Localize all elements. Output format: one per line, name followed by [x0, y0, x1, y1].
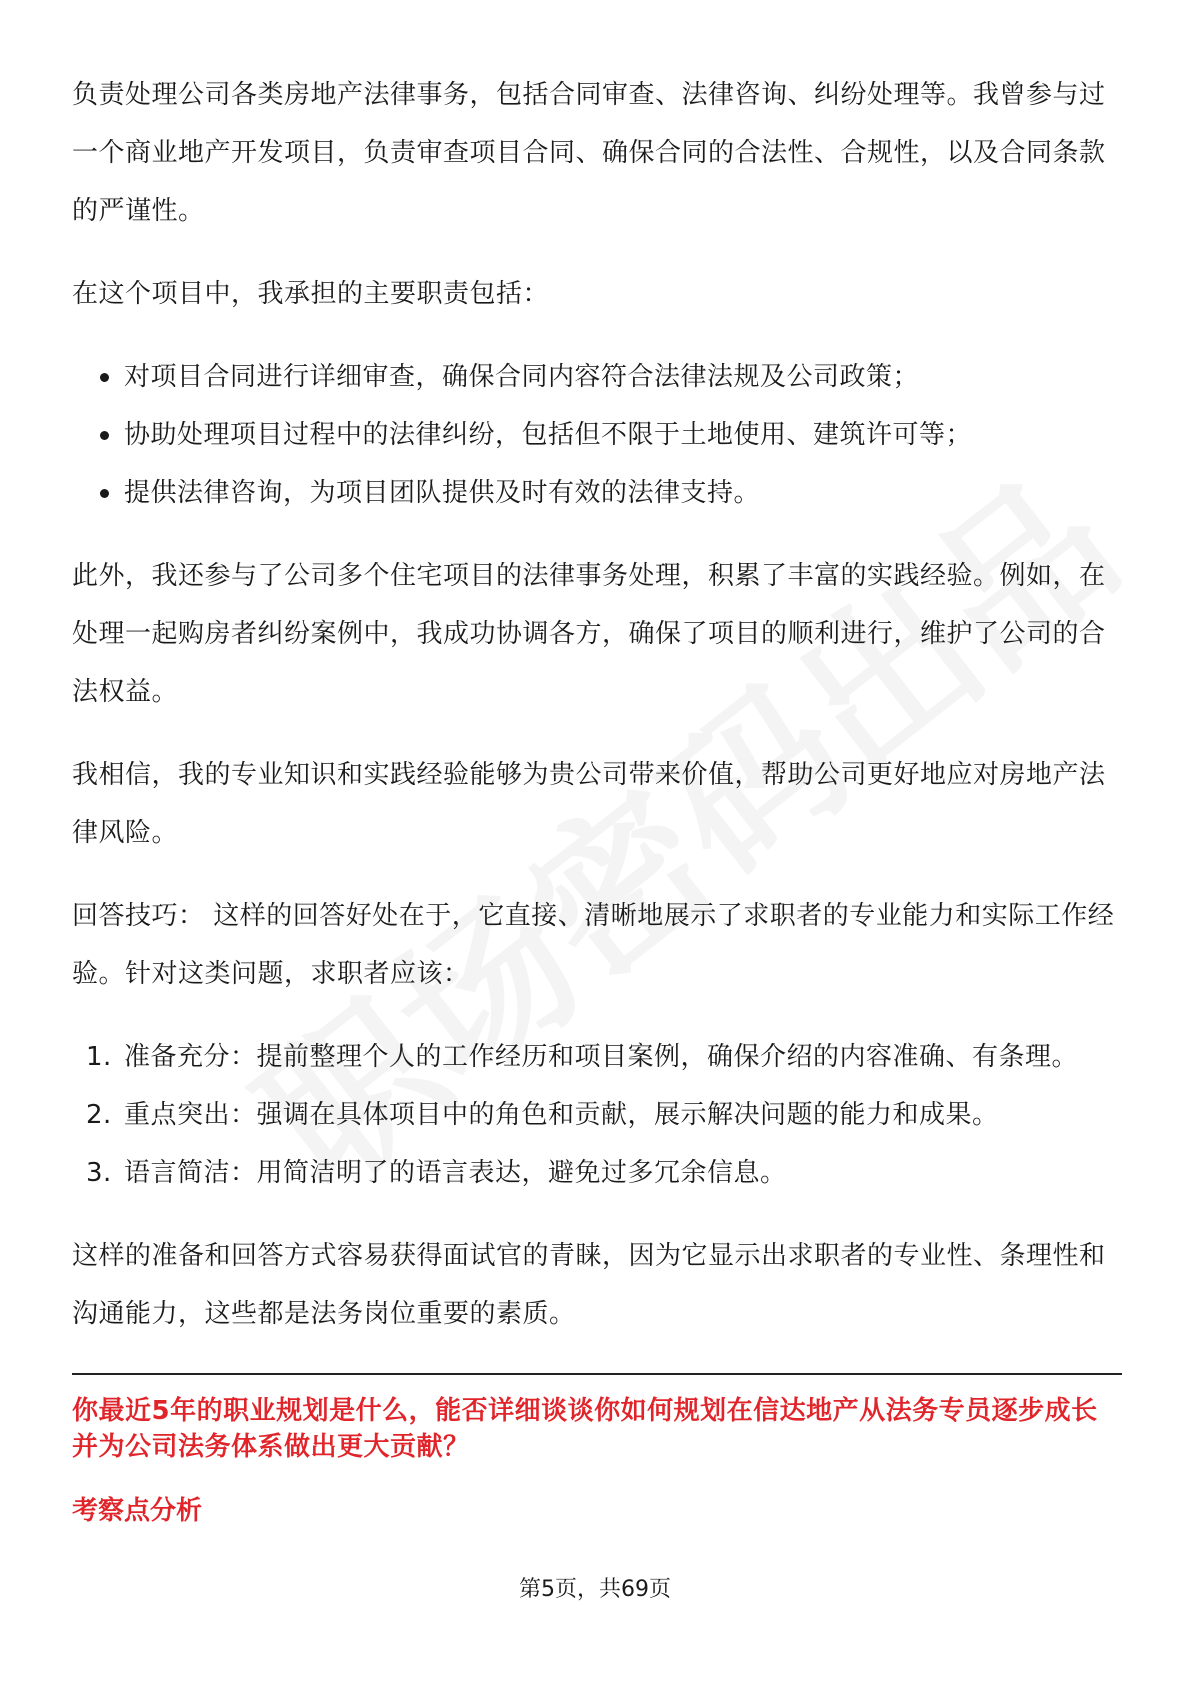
paragraph: 回答技巧： 这样的回答好处在于，它直接、清晰地展示了求职者的专业能力和实际工作经验。针对这类问题，求职者应该： — [72, 901, 1115, 989]
section-title: 考察点分析 — [72, 1496, 203, 1526]
numbered-list — [72, 1028, 1122, 1202]
list-item — [72, 464, 1122, 522]
paragraph: 此外，我还参与了公司多个住宅项目的法律事务处理，积累了丰富的实践经验。例如，在处理一起购房者纠纷案例中，我成功协调各方，确保了项目的顺利进行，维护了公司的合法权益。 — [72, 561, 1106, 707]
list-item-text: 语言简洁：用简洁明了的语言表达，避免过多冗余信息。 — [124, 1158, 787, 1188]
list-item-text: 协助处理项目过程中的法律纠纷，包括但不限于土地使用、建筑许可等； — [124, 420, 973, 450]
list-item-text: 重点突出：强调在具体项目中的角色和贡献，展示解决问题的能力和成果。 — [124, 1100, 999, 1130]
list-number: 1. — [86, 1042, 112, 1072]
list-item-text: 对项目合同进行详细审查，确保合同内容符合法律法规及公司政策； — [124, 362, 920, 392]
list-item — [72, 348, 1122, 406]
question-heading: 你最近5年的职业规划是什么，能否详细谈谈你如何规划在信达地产从法务专员逐步成长并为公司法务体系做出更大贡献？ — [72, 1396, 1098, 1462]
bullet-icon — [100, 489, 109, 498]
list-item — [72, 406, 1122, 464]
list-item — [72, 1086, 1122, 1144]
list-item — [72, 1028, 1122, 1086]
paragraph: 我相信，我的专业知识和实践经验能够为贵公司带来价值，帮助公司更好地应对房地产法律风险。 — [72, 760, 1106, 848]
list-number: 3. — [86, 1158, 112, 1188]
list-item — [72, 1144, 1122, 1202]
list-number: 2. — [86, 1100, 112, 1130]
bullet-list — [72, 348, 1122, 522]
page-footer: 第5页，共69页 — [519, 1577, 671, 1602]
bullet-icon — [100, 431, 109, 440]
paragraph: 这样的准备和回答方式容易获得面试官的青睐，因为它显示出求职者的专业性、条理性和沟通能力，这些都是法务岗位重要的素质。 — [72, 1241, 1106, 1329]
list-item-text: 提供法律咨询，为项目团队提供及时有效的法律支持。 — [124, 478, 761, 508]
bullet-icon — [100, 373, 109, 382]
paragraph: 负责处理公司各类房地产法律事务，包括合同审查、法律咨询、纠纷处理等。我曾参与过一个商业地产开发项目，负责审查项目合同、确保合同的合法性、合规性，以及合同条款的严谨性。 — [72, 80, 1106, 226]
divider — [72, 1373, 1122, 1375]
list-item-text: 准备充分：提前整理个人的工作经历和项目案例，确保介绍的内容准确、有条理。 — [124, 1042, 1079, 1072]
paragraph: 在这个项目中，我承担的主要职责包括： — [72, 279, 550, 309]
document-body — [72, 66, 1122, 1529]
